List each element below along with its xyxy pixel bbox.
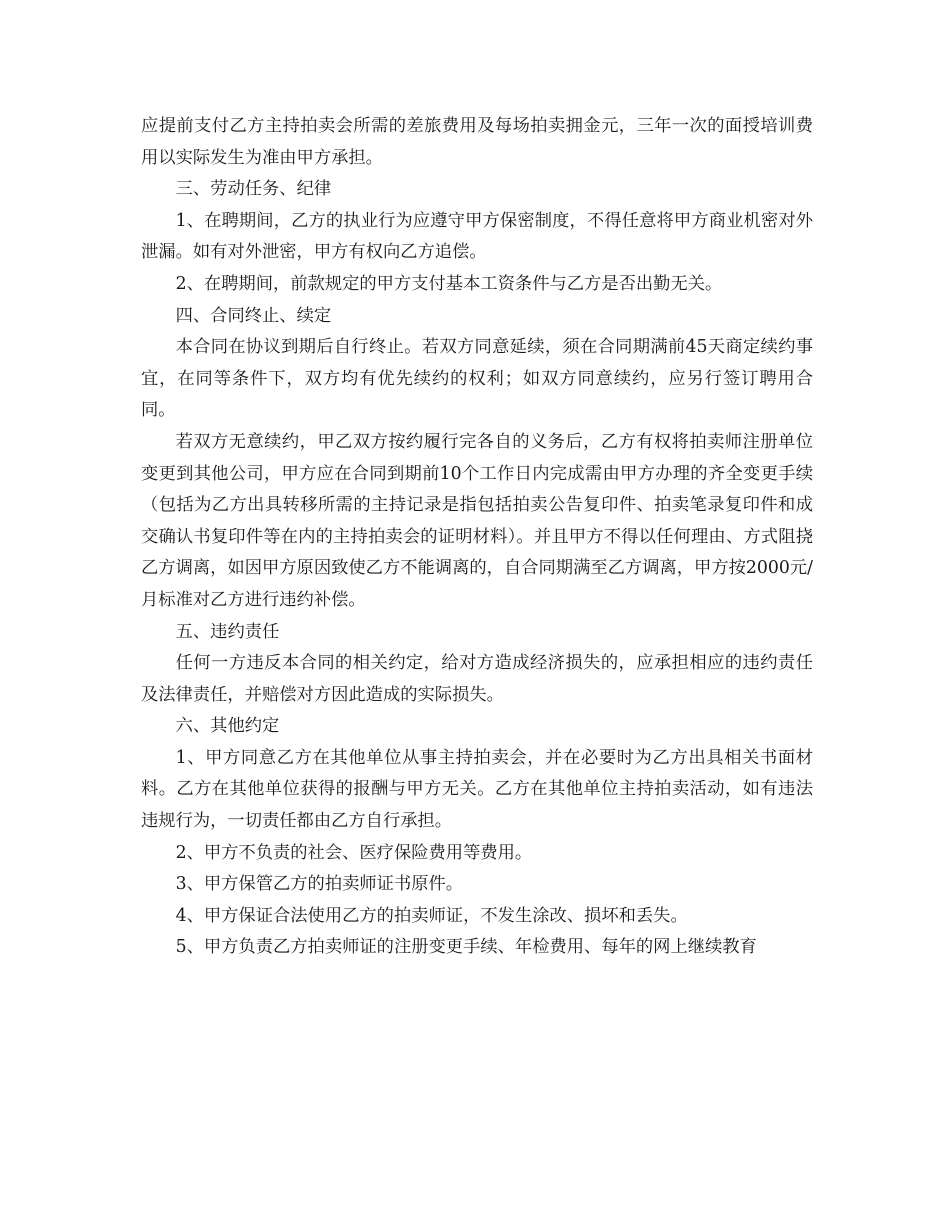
section-heading-labor-tasks: 三、劳动任务、纪律 (175, 179, 332, 200)
paragraph-other-4: 4、甲方保证合法使用乙方的拍卖师证，不发生涂改、损坏和丢失。 (175, 905, 688, 926)
paragraph-other-2: 2、甲方不负责的社会、医疗保险费用等费用。 (175, 842, 533, 863)
paragraph-continuation: 应提前支付乙方主持拍卖会所需的差旅费用及每场拍卖拥金元，三年一次的面授培训费用以实际发生为准由甲方承担。 (141, 116, 813, 168)
paragraph-no-renewal: 若双方无意续约，甲乙双方按约履行完各自的义务后，乙方有权将拍卖师注册单位变更到其他公司，甲方应在合同到期前10个工作日内完成需由甲方办理的齐全变更手续（包括为乙方出具转移所需的主持记录是指包括拍卖公告复印件、拍卖笔录复印件和成交确认书复印件等在内的主持拍卖会的证明材料）。并且甲方不得以任何理由、方式阻挠乙方调离，如因甲方原因致使乙方不能调离的，自合同期满至乙方调离，甲方按2000元/月标准对乙方进行违约补偿。 (141, 431, 813, 610)
section-heading-other: 六、其他约定 (175, 716, 280, 737)
paragraph-attendance: 2、在聘期间，前款规定的甲方支付基本工资条件与乙方是否出勤无关。 (175, 273, 723, 294)
section-heading-termination: 四、合同终止、续定 (175, 305, 332, 326)
section-heading-breach: 五、违约责任 (175, 621, 280, 642)
paragraph-renewal: 本合同在协议到期后自行终止。若双方同意延续，须在合同期满前45天商定续约事宜，在同等条件下，双方均有优先续约的权利；如双方同意续约，应另行签订聘用合同。 (141, 337, 813, 421)
paragraph-other-3: 3、甲方保管乙方的拍卖师证书原件。 (175, 874, 464, 895)
paragraph-breach-liability: 任何一方违反本合同的相关约定，给对方造成经济损失的，应承担相应的违约责任及法律责任，并赔偿对方因此造成的实际损失。 (141, 653, 813, 705)
document-body (141, 111, 813, 964)
paragraph-other-1: 1、甲方同意乙方在其他单位从事主持拍卖会，并在必要时为乙方出具相关书面材料。乙方在其他单位获得的报酬与甲方无关。乙方在其他单位主持拍卖活动，如有违法违规行为，一切责任都由乙方自行承担。 (141, 747, 813, 832)
paragraph-other-5: 5、甲方负责乙方拍卖师证的注册变更手续、年检费用、每年的网上继续教育 (175, 937, 757, 958)
paragraph-confidentiality: 1、在聘期间，乙方的执业行为应遵守甲方保密制度，不得任意将甲方商业机密对外泄漏。如有对外泄密，甲方有权向乙方追偿。 (141, 210, 813, 263)
